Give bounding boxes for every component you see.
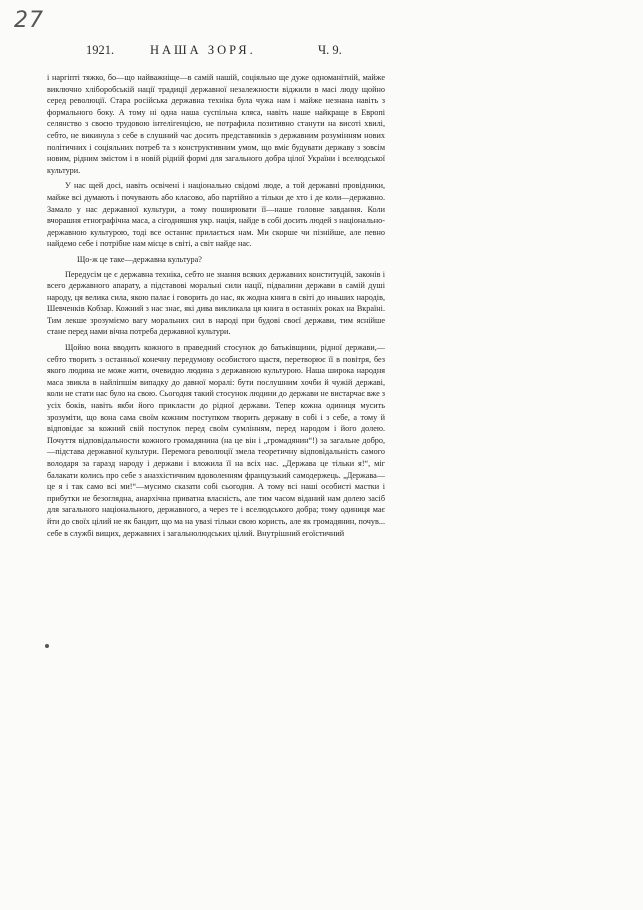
paragraph: Передусім це є державна техніка, себто не знання всяких державних конституцій, законів і всего державного апарату, а підставові моральні сили нації, підвалини держави в самій душі народу, ця велика сила, якою палає і говорить до нас, як жодна книга в світі до иньших народів, Шевченків Кобзар. Кожний з нас знає, які дива викликала ця книга в останніх роках на Вкраїні. Тим лекше зрозуміємо вагу моральних сил в народі при будові своєї держави, тим яснійше стане перед нами вічна потреба державної культури.	[47, 269, 385, 337]
header-issue: Ч. 9.	[318, 43, 342, 57]
ink-dot	[45, 644, 49, 648]
paragraph: Щойно вона вводить кожного в праведний стосунок до батьківщини, рідної держави,—себто творить з останньої конечну передумову особистого щастя, перетворює її в повітря, без якого людина не може жити, очевидно людина з державною культурою. Наша широка народня маса звикла в найліпшім випадку до давної моралі: бути послушним хочби й чужій державі, коли не стати нас було на свою. Сьогодня такий стосунок людини до держави не вистарчає вже з усіх боків, навіть якби його прикласти до рідної держави. Тепер кожна одиниця мусить зрозуміти, що вона сама своїм кожним поступком творить державу в собі і з себе, а тому й відповідає за кожний свій поступок перед своїм сумлінням, перед народом і його долею. Почуття відповідальности кожного громадянина (на це він і „громадянин“!) за загальне добро,—підстава державної культури. Перемога революції змела теоретичну відповідальність самого володаря за гаразд народу і держави і вложила її на всіх нас. „Держава це тільки я!“, міг балакати колись про себе з аназхістичним вдоволенням французький самодержець. „Держава—це я і так само всі ми!“—мусимо сказати собі сьогодня. А тому всі наші особисті мастки і прибутки не безоглядна, анархічна приватна власність, але тим часом віданий нам долею засіб для загального національного, державного, а через те і вселюдського добра; тому одиниця має йти до своїх цілий не як бандит, що ма на увазі тільки свою користь, але як громадянин, почув... себе в службі вищих, державних і загальнолюдських цілий. Внутрішний егоїстичний	[47, 343, 385, 538]
running-header	[50, 43, 390, 63]
header-title: НАША ЗОРЯ.	[150, 43, 256, 57]
paragraph: і наргіпті тяжко, бо—що найважніще—в самій нашій, соціяльно ще дуже одноманітній, майже виключно хліборобській нації традиції державної незалежности віджили в масі люду щойно серед революції. Стара російська державна техніка була чужа нам і майже незнана навіть з формального боку. А тому ні одна наша суспільна кляса, навіть наше найкраще в Европі селянство з своєю трудовою інтелігенцією, не потрафила позитивно станути на висоті хвилі, себто, не викинула з себе в слушний час досить представників з державним розумінням нових політичних і соціяльних потреб та з конструктивним умом, що вміє будувати державу з зовсім новим, рідним змістом і в новій рідній формі для загального добра цілої України і вселюдської культури.	[47, 73, 385, 175]
header-year: 1921.	[86, 43, 115, 57]
paragraph: У нас щей досі, навіть освічені і національно свідомі люде, а той державні провідники, майже всі думають і почувають або класово, або партійно а тільки де хто і де коли—державно. Замало у нас державної культури, а тому поширювати її—наше головне завдання. Коли вчорашня етнографічна маса, а сігодняшня укр. нація, найде в собі досить людей з національно-державною культурою, тоді все останнє прилається нам. Ми скорше чи пізнійше, але певно найдемо себе і потрібне нам місце в світі, а світ найде нас.	[47, 181, 385, 249]
page-number-mark: 27	[14, 8, 44, 33]
article-body	[47, 72, 385, 543]
section-question: Що-ж це таке—державна культура?	[77, 254, 202, 264]
